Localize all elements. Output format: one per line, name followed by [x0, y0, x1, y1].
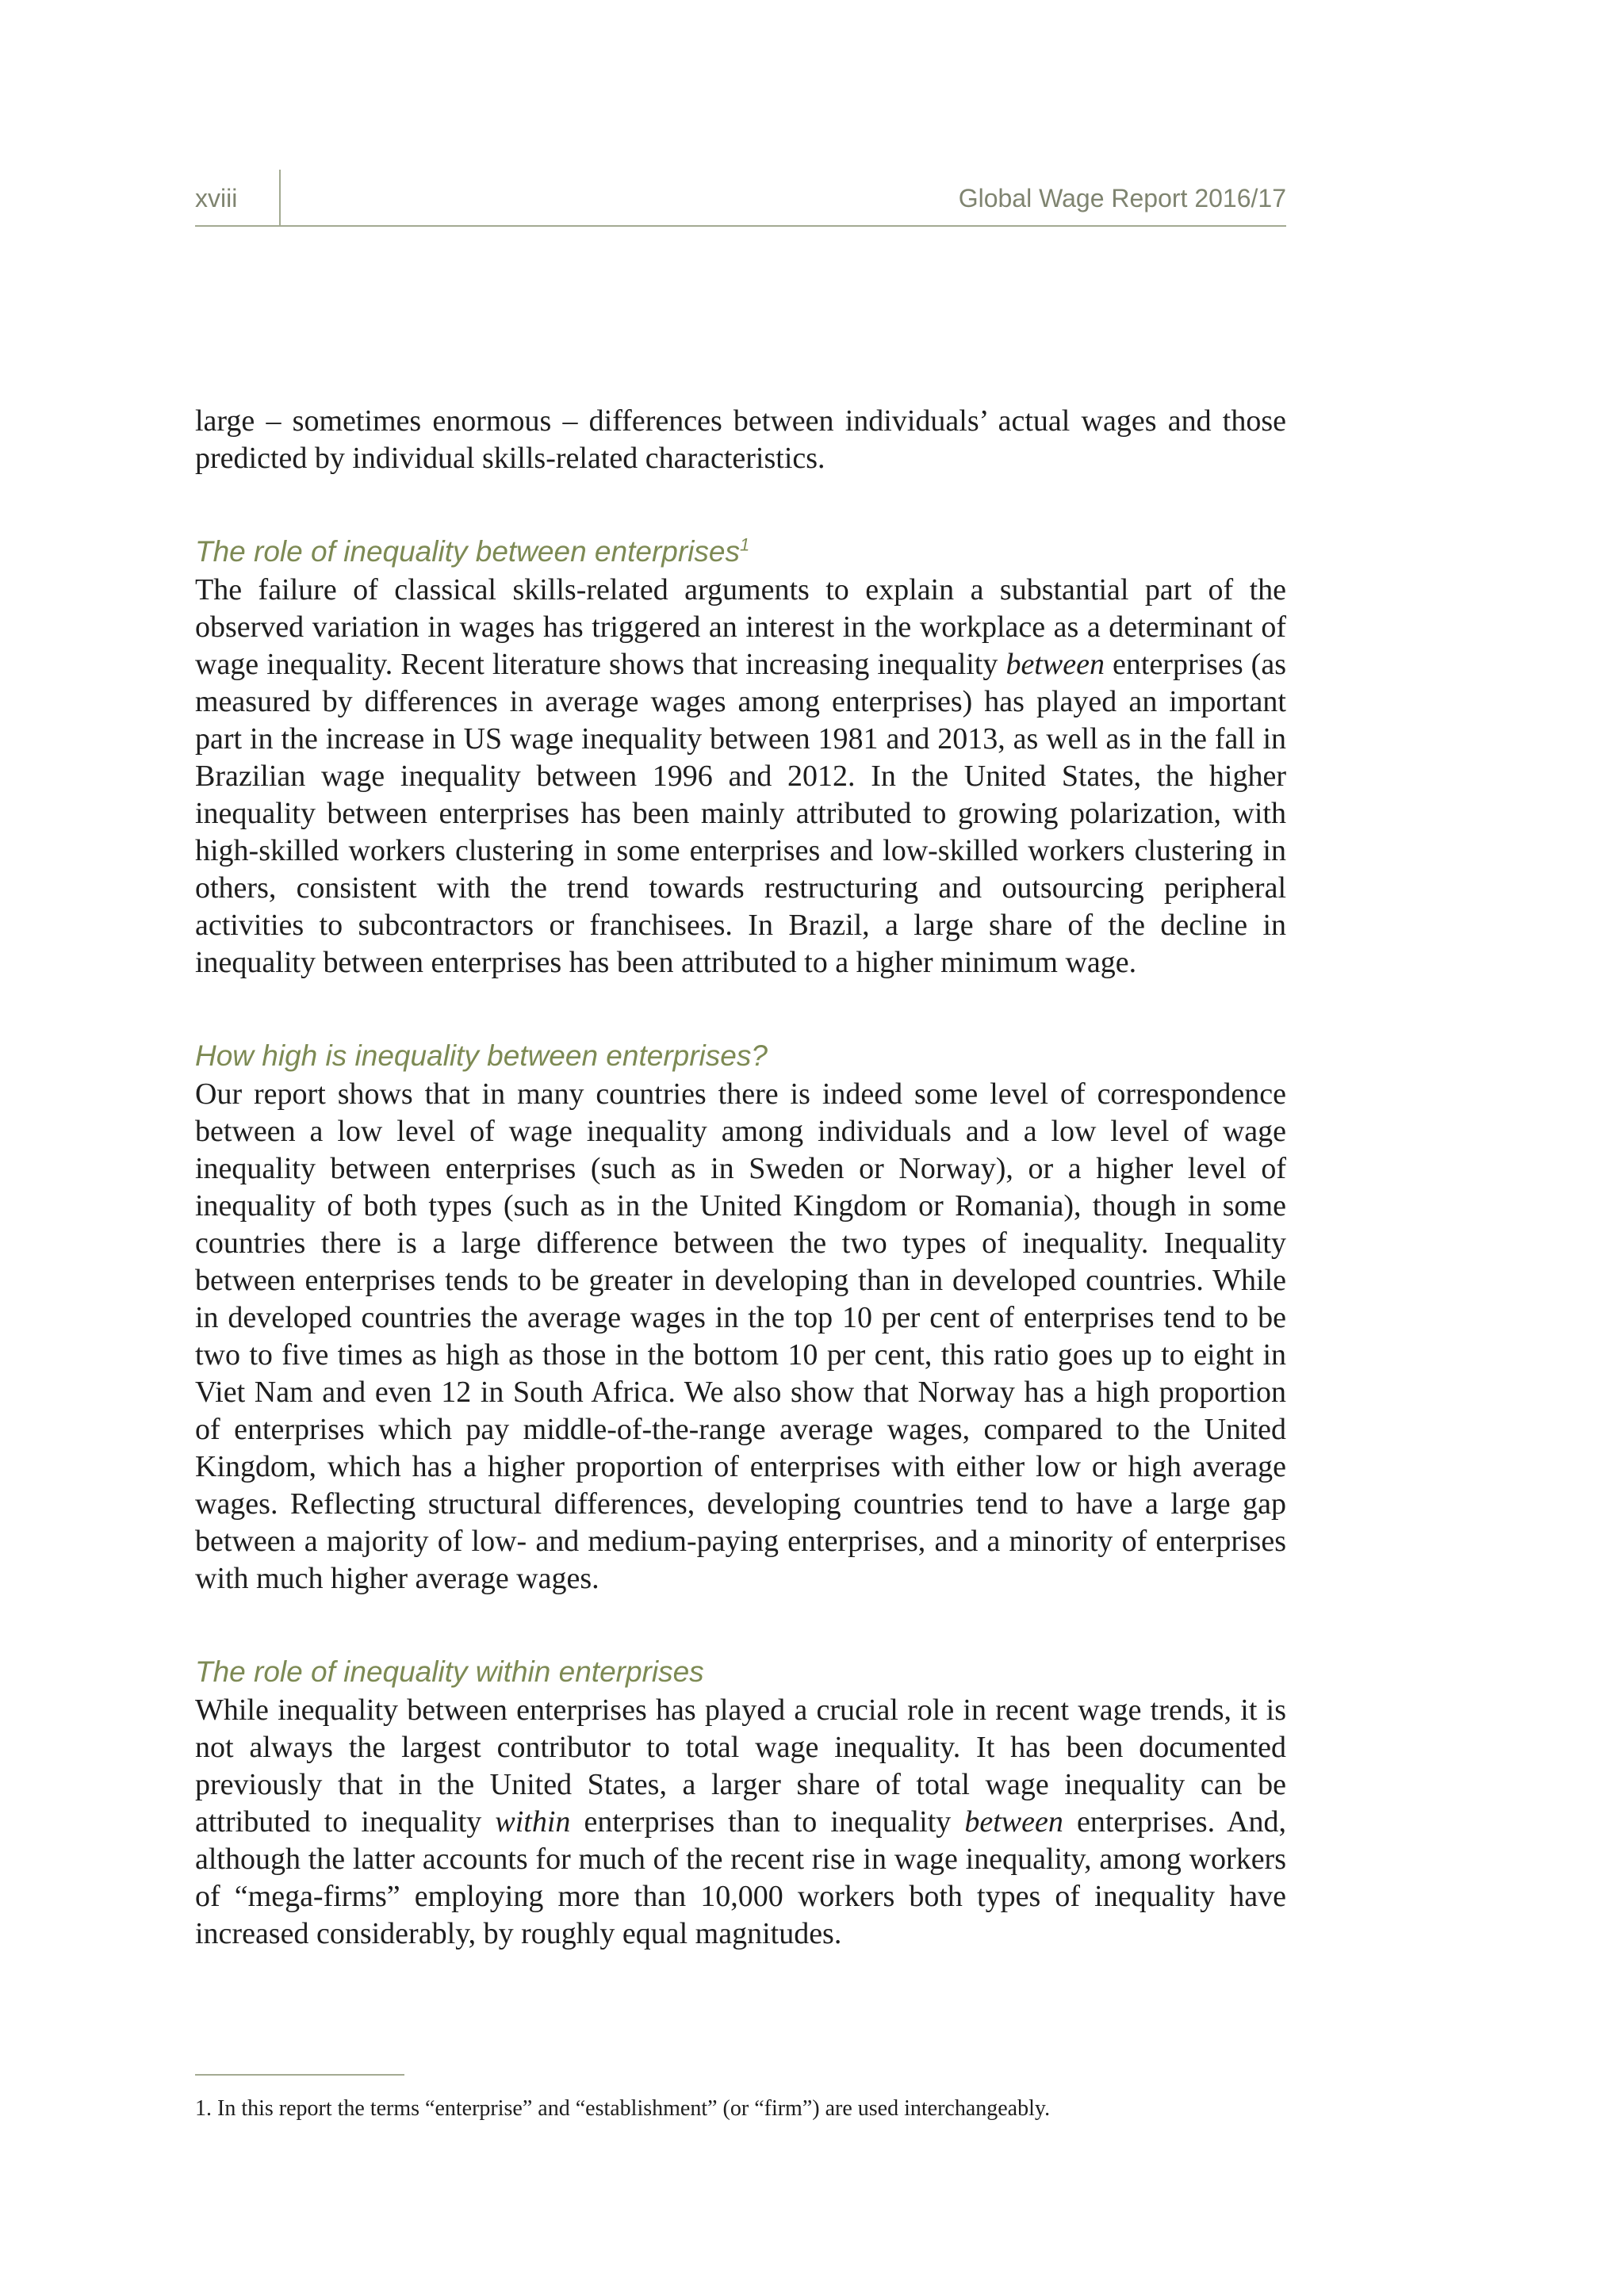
section-heading-how-high: How high is inequality between enterprises? — [195, 1039, 768, 1072]
header-divider — [279, 170, 281, 225]
section-paragraph-how-high: Our report shows that in many countries there is indeed some level of correspondence between a low level of wage inequality among individuals and a low level of wage inequality between enterprises (such as in Sweden or Norway), or a higher level of inequality of both types (such as in the United Kingdom or Romania), though in some countries there is a large difference between the two types of inequality. Inequality between enterprises tends to be greater in developing than in developed countries. While in developed countries the average wages in the top 10 per cent of enterprises tend to be two to five times as high as those in the bottom 10 per cent, this ratio goes up to eight in Viet Nam and even 12 in South Africa. We also show that Norway has a high proportion of enterprises which pay middle-of-the-range average wages, compared to the United Kingdom, which has a higher proportion of enterprises with either low or high average wages. Reflecting structural differences, developing countries tend to have a large gap between a majority of low- and medium-paying enterprises, and a minority of enterprises with much higher average wages. — [195, 1077, 1286, 1595]
text-run: enterprises. And, although the latter accounts for much of the recent rise in wage inequality, among workers of “mega-firms” employing more than 10,000 workers both types of inequality have increased considerably, by roughly equal magnitudes. — [195, 1805, 1286, 1950]
page-header — [195, 170, 1286, 227]
section-heading-within: The role of inequality within enterprises — [195, 1655, 704, 1688]
text-run: While inequality between enterprises has played a crucial role in recent wage trends, it is not always the largest contributor to total wage inequality. It has been documented previously that in the United States, a larger share of total wage inequality can be attributed to inequality — [195, 1693, 1286, 1839]
text-run: enterprises than to inequality — [570, 1805, 965, 1839]
section-heading-between — [195, 532, 1286, 572]
main-content — [195, 403, 1286, 1953]
emphasis: between — [1005, 648, 1105, 681]
footnote: 1. In this report the terms “enterprise” and “establishment” (or “firm”) are used interchangeably. — [195, 2096, 1051, 2121]
text-run: The failure of classical skills-related arguments to explain a substantial part of the observed variation in wages has triggered an interest in the workplace as a determinant of wage inequality. Recent literature shows that increasing inequality — [195, 573, 1286, 681]
section-paragraph-within — [195, 1692, 1286, 1953]
section-heading-text: The role of inequality between enterprises — [195, 535, 740, 568]
report-title: Global Wage Report 2016/17 — [958, 184, 1286, 212]
emphasis: between — [964, 1805, 1063, 1839]
page-number: xviii — [195, 184, 238, 212]
footnote-rule — [195, 2074, 404, 2076]
section-paragraph-between — [195, 572, 1286, 982]
intro-paragraph: large – sometimes enormous – differences between individuals’ actual wages and those predicted by individual skills-related characteristics. — [195, 404, 1286, 475]
footnote-ref: 1 — [739, 534, 750, 555]
emphasis: within — [495, 1805, 571, 1839]
text-run: enterprises (as measured by differences in average wages among enterprises) has played an important part in the increase in US wage inequality between 1981 and 2013, as well as in the fall in Brazilian wage inequality between 1996 and 2012. In the United States, the higher inequality between enterprises has been mainly attributed to growing polarization, with high-skilled workers clustering in some enterprises and low-skilled workers clustering in others, consistent with the trend towards restructuring and outsourcing peripheral activities to subcontractors or franchisees. In Brazil, a large share of the decline in inequality between enterprises has been attributed to a higher minimum wage. — [195, 648, 1286, 979]
